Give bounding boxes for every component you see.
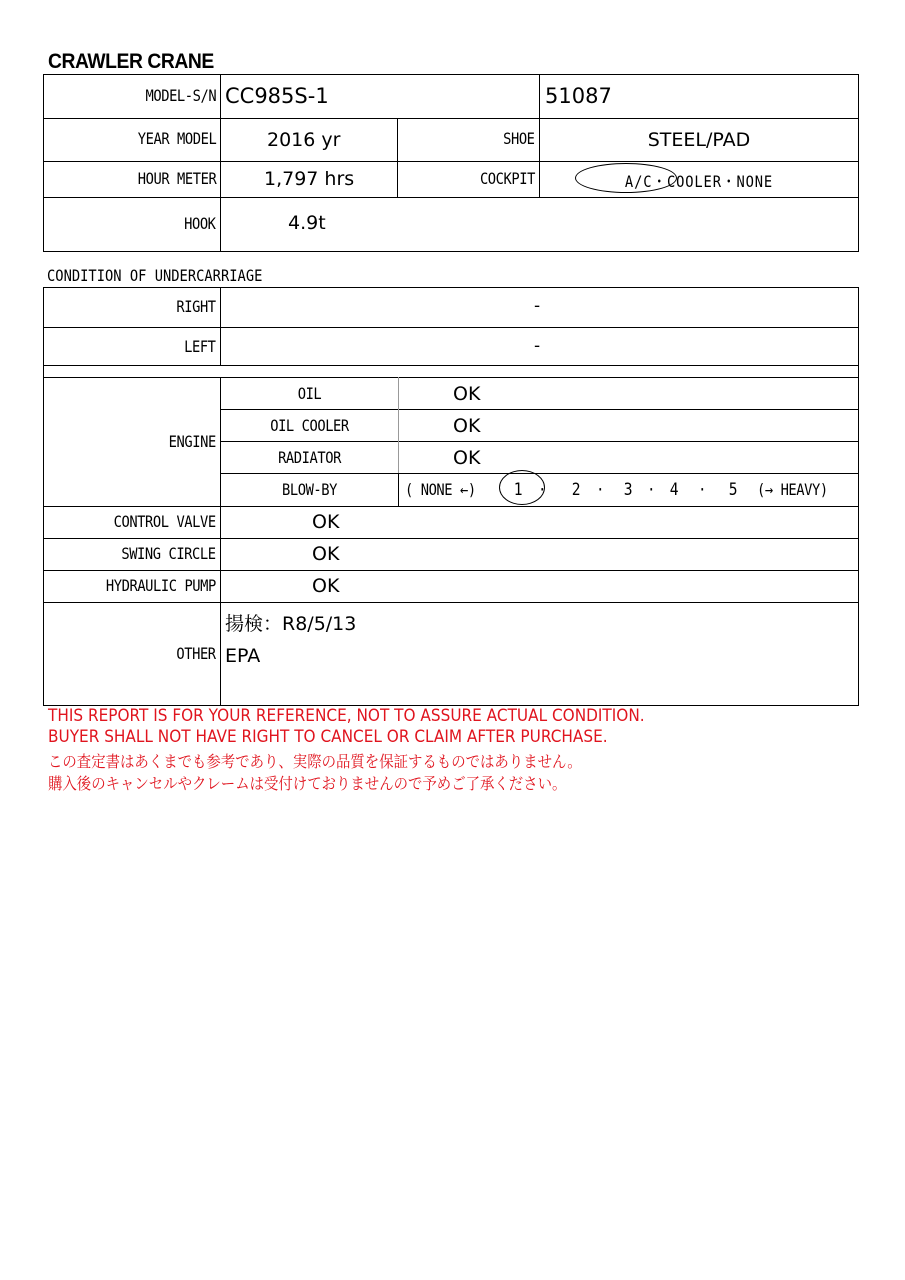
disclaimer-line-3: この査定書はあくまでも参考であり、実際の品質を保証するものではありません。 (48, 752, 582, 771)
year-value: 2016 yr (267, 129, 341, 151)
left-value: - (534, 336, 541, 356)
swing-circle-label: SWING CIRCLE (121, 544, 216, 563)
shoe-label: SHOE (503, 129, 535, 148)
blowby-heavy: (→ HEAVY) (757, 480, 828, 499)
blowby-separator: · (647, 480, 655, 499)
hook-value: 4.9t (288, 212, 326, 234)
control-valve-label: CONTROL VALVE (113, 512, 216, 531)
blowby-label: BLOW-BY (282, 480, 337, 499)
hydraulic-pump-value: OK (312, 575, 340, 597)
oil-label: OIL (297, 384, 322, 403)
hydraulic-pump-label: HYDRAULIC PUMP (106, 576, 216, 595)
right-label: RIGHT (176, 297, 216, 316)
blowby-separator: · (698, 480, 706, 499)
other-line-1: 揚検：R8/5/13 (225, 613, 357, 635)
disclaimer-line-1: THIS REPORT IS FOR YOUR REFERENCE, NOT TO ASSURE ACTUAL CONDITION. (48, 706, 645, 726)
blowby-level-5: 5 (728, 480, 738, 500)
cockpit-selected-circle (575, 163, 677, 193)
blowby-separator: · (538, 480, 546, 499)
radiator-value: OK (453, 447, 481, 469)
hour-meter-label: HOUR METER (137, 169, 216, 188)
undercarriage-heading: CONDITION OF UNDERCARRIAGE (47, 266, 263, 285)
control-valve-value: OK (312, 511, 340, 533)
blowby-level-3: 3 (623, 480, 633, 500)
model-value: CC985S-1 (225, 84, 329, 108)
blowby-none: ( NONE ←) (405, 480, 476, 499)
right-value: - (534, 296, 541, 316)
other-label: OTHER (176, 644, 216, 663)
blowby-level-1: 1 (513, 480, 523, 500)
disclaimer-line-4: 購入後のキャンセルやクレームは受付けておりませんので予めご了承ください。 (48, 774, 567, 793)
oil-value: OK (453, 383, 481, 405)
model-sn-label: MODEL-S/N (145, 86, 216, 105)
engine-label: ENGINE (168, 432, 216, 451)
blowby-level-4: 4 (669, 480, 679, 500)
blowby-selected-circle (499, 470, 545, 505)
hours-value: 1,797 hrs (264, 168, 355, 190)
blowby-level-2: 2 (571, 480, 581, 500)
blowby-separator: · (596, 480, 604, 499)
disclaimer-line-2: BUYER SHALL NOT HAVE RIGHT TO CANCEL OR CLAIM AFTER PURCHASE. (48, 727, 608, 747)
radiator-label: RADIATOR (278, 448, 341, 467)
cockpit-options: A/C・COOLER・NONE (624, 172, 774, 191)
cockpit-label: COCKPIT (480, 169, 535, 188)
oil-cooler-label: OIL COOLER (270, 416, 349, 435)
year-label: YEAR MODEL (137, 129, 216, 148)
oil-cooler-value: OK (453, 415, 481, 437)
hook-label: HOOK (184, 214, 216, 233)
serial-value: 51087 (545, 84, 612, 108)
other-line-2: EPA (225, 645, 261, 667)
shoe-value: STEEL/PAD (647, 129, 751, 151)
left-label: LEFT (184, 337, 216, 356)
swing-circle-value: OK (312, 543, 340, 565)
document-title: CRAWLER CRANE (48, 50, 214, 73)
